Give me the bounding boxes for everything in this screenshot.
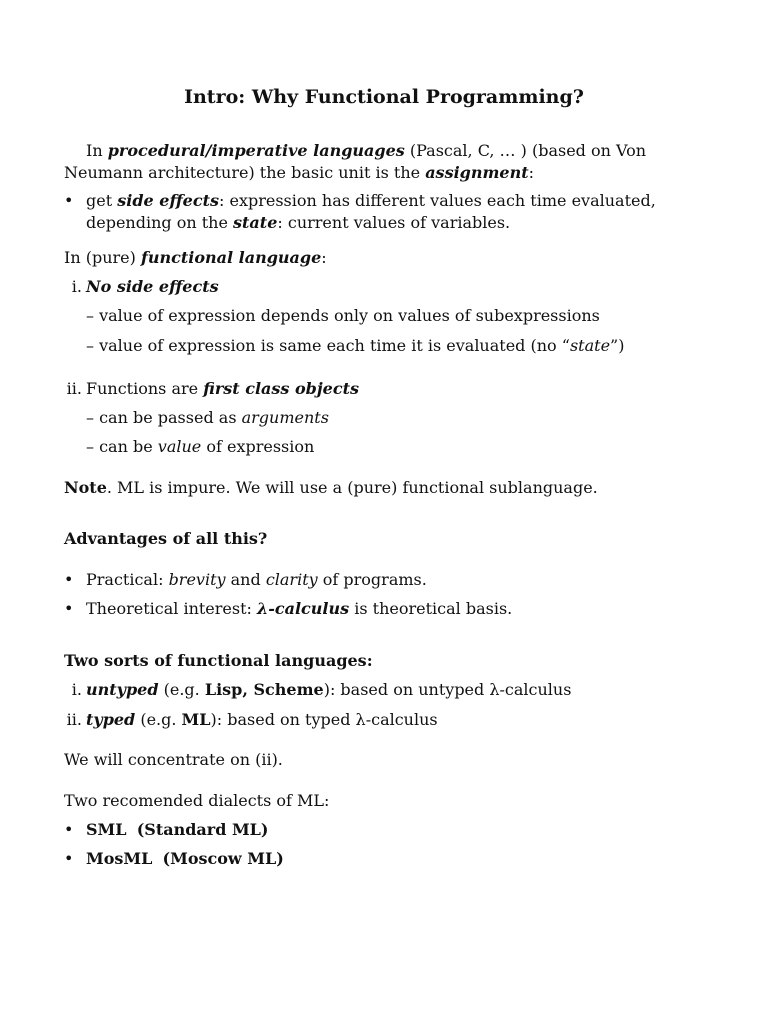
lisp-scheme-bold: Lisp, Scheme [204, 680, 324, 699]
note-paragraph [64, 477, 668, 499]
side-effects-text-2: : expression has different values each time evaluated, depending on the [86, 191, 656, 232]
mosml-full-name: (Moscow ML) [162, 849, 284, 868]
item-i-sub-1: – value of expression depends only on values of subexpressions [86, 306, 600, 325]
item-ii-sub-1 [86, 407, 668, 429]
functional-intro-text-2: : [321, 248, 327, 267]
clarity-emphasis: clarity [265, 570, 318, 589]
item-i-sub-2-text-b: ”) [610, 336, 625, 355]
bullet-icon: • [64, 191, 74, 210]
item-i-number: i. [71, 277, 82, 296]
side-effects-text-1: get [86, 191, 118, 210]
typed-text-1: (e.g. [135, 710, 182, 729]
advantages-heading: Advantages of all this? [64, 529, 268, 548]
state-emphasis: state [233, 213, 278, 232]
item-ii-sub-1-text: – can be passed as [86, 408, 242, 427]
item-i [64, 276, 668, 298]
note-label: Note [64, 478, 107, 497]
intro-text-2: (Pascal, C, … ) (based on Von Neumann architecture) the basic unit is the [64, 141, 647, 182]
intro-paragraph [64, 140, 668, 184]
sort-typed [64, 709, 668, 731]
dialect-sml [64, 819, 668, 841]
intro-text-3: : [528, 163, 534, 182]
mosml-name: MosML [86, 849, 153, 868]
practical-text-1: Practical: [86, 570, 169, 589]
note-text: . ML is impure. We will use a (pure) functional sublanguage. [106, 478, 598, 497]
intro-text-1: In [86, 141, 108, 160]
sort-untyped [64, 679, 668, 701]
item-ii-sub-2-text-b: of expression [201, 437, 315, 456]
item-i-sub-2-text-a: – value of expression is same each time it is evaluated (no “ [86, 336, 570, 355]
side-effects-bullet [64, 190, 668, 234]
practical-text-2: and [225, 570, 266, 589]
theoretical-text-1: Theoretical interest: [86, 599, 257, 618]
sorts-heading: Two sorts of functional languages: [64, 651, 373, 670]
functional-intro [64, 247, 668, 269]
item-ii-sub-2-text-a: – can be [86, 437, 158, 456]
dialects-heading: Two recomended dialects of ML: [64, 791, 330, 810]
item-i-sub-2-emphasis: state [569, 336, 611, 355]
brevity-emphasis: brevity [168, 570, 226, 589]
practical-text-3: of programs. [317, 570, 427, 589]
side-effects-emphasis: side effects [117, 191, 219, 210]
sort-i-number: i. [71, 680, 82, 699]
concentrate-paragraph: We will concentrate on (ii). [64, 750, 283, 769]
bullet-icon: • [64, 570, 74, 589]
item-ii-sub-1-emphasis: arguments [241, 408, 329, 427]
intro-emphasis-assignment: assignment [425, 163, 529, 182]
item-ii-label: first class objects [203, 379, 359, 398]
bullet-icon: • [64, 599, 74, 618]
item-ii [64, 378, 668, 400]
ml-bold: ML [181, 710, 211, 729]
sml-full-name: (Standard ML) [136, 820, 269, 839]
item-ii-sub-2-emphasis: value [157, 437, 202, 456]
sml-name: SML [86, 820, 127, 839]
sort-ii-number: ii. [66, 710, 82, 729]
item-ii-number: ii. [66, 379, 82, 398]
item-i-label: No side effects [86, 277, 219, 296]
advantage-theoretical [64, 598, 668, 620]
item-i-sub-2 [86, 335, 668, 357]
dialect-mosml [64, 848, 668, 870]
functional-intro-text-1: In (pure) [64, 248, 141, 267]
bullet-icon: • [64, 820, 74, 839]
bullet-icon: • [64, 849, 74, 868]
untyped-emphasis: untyped [86, 680, 159, 699]
advantage-practical [64, 569, 668, 591]
functional-language-emphasis: functional language [140, 248, 322, 267]
typed-emphasis: typed [86, 710, 136, 729]
side-effects-text-3: : current values of variables. [277, 213, 511, 232]
page-title: Intro: Why Functional Programming? [184, 86, 584, 108]
untyped-text-1: (e.g. [158, 680, 205, 699]
untyped-text-2: ): based on untyped λ-calculus [323, 680, 572, 699]
intro-emphasis-procedural: procedural/imperative languages [107, 141, 405, 160]
item-ii-sub-2 [86, 436, 668, 458]
item-ii-text: Functions are [86, 379, 204, 398]
theoretical-text-2: is theoretical basis. [349, 599, 513, 618]
lambda-calculus-emphasis: λ-calculus [257, 599, 350, 618]
typed-text-2: ): based on typed λ-calculus [210, 710, 438, 729]
